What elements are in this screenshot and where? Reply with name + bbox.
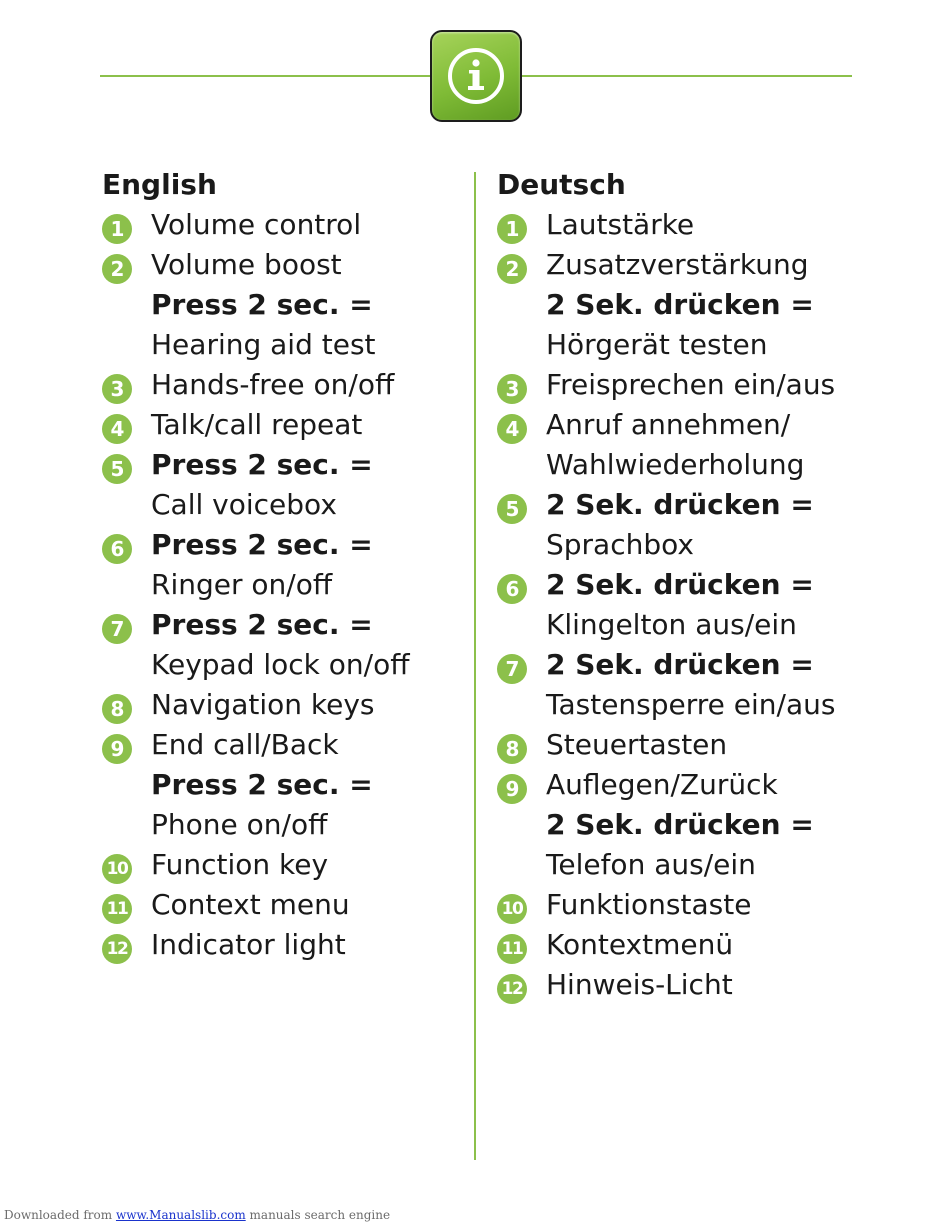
item-label: Hearing aid test bbox=[151, 328, 376, 361]
item-number-badge: 5 bbox=[497, 494, 527, 524]
item-label: Hörgerät testen bbox=[546, 328, 768, 361]
item-label: Volume boost bbox=[151, 248, 342, 281]
item-label: Phone on/off bbox=[151, 808, 328, 841]
item-label: Anruf annehmen/ bbox=[546, 408, 791, 441]
item-instruction: 2 Sek. drücken = bbox=[546, 568, 814, 601]
item-instruction: 2 Sek. drücken = bbox=[546, 488, 814, 521]
item-number-badge: 10 bbox=[497, 894, 527, 924]
item-number-badge: 7 bbox=[497, 654, 527, 684]
item-number-badge: 1 bbox=[102, 214, 132, 244]
list-item bbox=[497, 205, 835, 245]
item-label: Zusatzverstärkung bbox=[546, 248, 809, 281]
item-label: Function key bbox=[151, 848, 329, 881]
list-item bbox=[497, 725, 835, 765]
item-number-badge: 2 bbox=[497, 254, 527, 284]
list-item bbox=[497, 245, 835, 365]
item-label: Talk/call repeat bbox=[151, 408, 363, 441]
list-item bbox=[102, 885, 410, 925]
item-number-badge: 4 bbox=[102, 414, 132, 444]
deutsch-heading: Deutsch bbox=[497, 168, 626, 201]
item-number-badge: 6 bbox=[497, 574, 527, 604]
english-column bbox=[102, 165, 410, 965]
list-item bbox=[497, 885, 835, 925]
item-instruction: Press 2 sec. = bbox=[151, 448, 373, 481]
item-label: Telefon aus/ein bbox=[546, 848, 756, 881]
list-item bbox=[102, 205, 410, 245]
list-item bbox=[497, 925, 835, 965]
item-number-badge: 7 bbox=[102, 614, 132, 644]
item-label: Funktionstaste bbox=[546, 888, 752, 921]
item-number-badge: 4 bbox=[497, 414, 527, 444]
item-number-badge: 10 bbox=[102, 854, 132, 884]
item-instruction: 2 Sek. drücken = bbox=[546, 808, 814, 841]
footer bbox=[4, 1208, 390, 1222]
item-instruction: 2 Sek. drücken = bbox=[546, 648, 814, 681]
header-rule-right bbox=[522, 75, 852, 77]
list-item bbox=[102, 725, 410, 845]
item-label: Wahlwiederholung bbox=[546, 448, 805, 481]
list-item bbox=[102, 445, 410, 525]
item-label: Tastensperre ein/aus bbox=[546, 688, 836, 721]
item-number-badge: 5 bbox=[102, 454, 132, 484]
item-instruction: 2 Sek. drücken = bbox=[546, 288, 814, 321]
item-label: Navigation keys bbox=[151, 688, 375, 721]
item-label: Keypad lock on/off bbox=[151, 648, 410, 681]
item-number-badge: 9 bbox=[497, 774, 527, 804]
header-rule-left bbox=[100, 75, 430, 77]
item-number-badge: 11 bbox=[497, 934, 527, 964]
list-item bbox=[497, 485, 835, 565]
item-label: Lautstärke bbox=[546, 208, 695, 241]
item-label: Ringer on/off bbox=[151, 568, 333, 601]
list-item bbox=[102, 925, 410, 965]
column-divider bbox=[474, 172, 476, 1160]
list-item bbox=[102, 245, 410, 365]
item-label: Indicator light bbox=[151, 928, 346, 961]
item-number-badge: 12 bbox=[102, 934, 132, 964]
item-number-badge: 8 bbox=[497, 734, 527, 764]
list-item bbox=[102, 525, 410, 605]
info-icon bbox=[430, 30, 522, 122]
list-item bbox=[497, 645, 835, 725]
list-item bbox=[497, 365, 835, 405]
footer-link[interactable]: www.Manualslib.com bbox=[115, 1208, 246, 1222]
list-item bbox=[497, 565, 835, 645]
item-label: Kontextmenü bbox=[546, 928, 734, 961]
item-label: End call/Back bbox=[151, 728, 339, 761]
item-number-badge: 1 bbox=[497, 214, 527, 244]
list-item bbox=[102, 845, 410, 885]
footer-suffix: manuals search engine bbox=[249, 1208, 391, 1222]
item-label: Sprachbox bbox=[546, 528, 694, 561]
item-label: Volume control bbox=[151, 208, 362, 241]
item-label: Freisprechen ein/aus bbox=[546, 368, 836, 401]
footer-prefix: Downloaded from bbox=[4, 1208, 113, 1222]
list-item bbox=[497, 965, 835, 1005]
item-label: Call voicebox bbox=[151, 488, 337, 521]
info-icon-glyph bbox=[432, 32, 520, 120]
item-label: Auflegen/Zurück bbox=[546, 768, 778, 801]
english-heading: English bbox=[102, 168, 217, 201]
list-item bbox=[102, 605, 410, 685]
item-label: Hinweis-Licht bbox=[546, 968, 733, 1001]
item-number-badge: 11 bbox=[102, 894, 132, 924]
item-number-badge: 6 bbox=[102, 534, 132, 564]
item-number-badge: 3 bbox=[102, 374, 132, 404]
item-instruction: Press 2 sec. = bbox=[151, 768, 373, 801]
item-number-badge: 2 bbox=[102, 254, 132, 284]
list-item bbox=[102, 365, 410, 405]
item-number-badge: 12 bbox=[497, 974, 527, 1004]
item-label: Hands-free on/off bbox=[151, 368, 395, 401]
item-number-badge: 3 bbox=[497, 374, 527, 404]
list-item bbox=[102, 685, 410, 725]
item-instruction: Press 2 sec. = bbox=[151, 528, 373, 561]
item-number-badge: 9 bbox=[102, 734, 132, 764]
list-item bbox=[497, 765, 835, 885]
english-list bbox=[102, 205, 410, 965]
deutsch-list bbox=[497, 205, 835, 1005]
item-instruction: Press 2 sec. = bbox=[151, 608, 373, 641]
list-item bbox=[102, 405, 410, 445]
item-label: Context menu bbox=[151, 888, 350, 921]
item-label: Steuertasten bbox=[546, 728, 728, 761]
item-instruction: Press 2 sec. = bbox=[151, 288, 373, 321]
list-item bbox=[497, 405, 835, 485]
deutsch-column bbox=[497, 165, 835, 1005]
item-label: Klingelton aus/ein bbox=[546, 608, 797, 641]
item-number-badge: 8 bbox=[102, 694, 132, 724]
